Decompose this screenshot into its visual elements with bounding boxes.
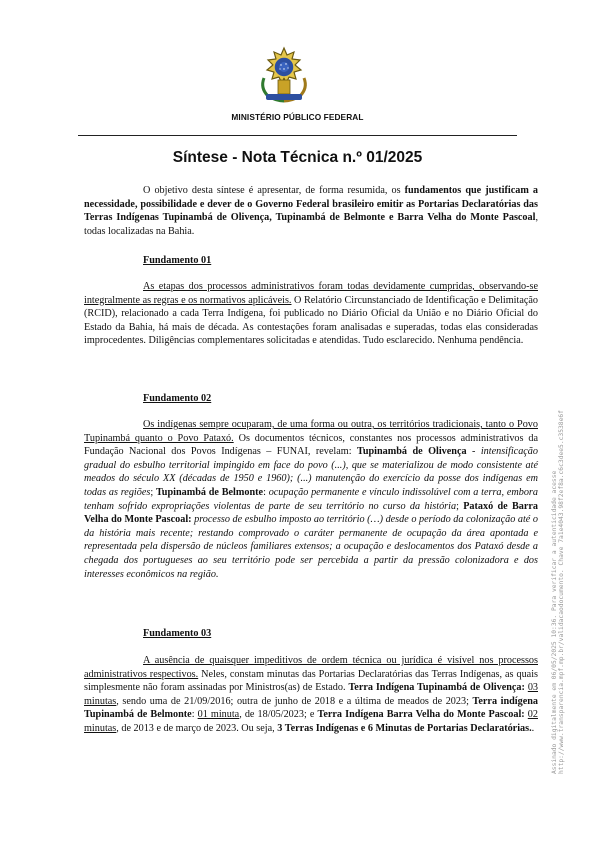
f2-text-2: -: [466, 446, 481, 458]
f3-text-1: Neles, constam minutas das Portarias Declaratórias das Terras Indígenas, as quais simplesmente não foram assinadas por Ministros(as) de Estado.: [84, 668, 538, 694]
signature-text: [551, 410, 565, 774]
f2-bold-olivenca: Tupinambá de Olivença: [356, 446, 467, 458]
signature-line-2: http://www.transparencia.mpf.mp.br/validacaodocumento. Chave 7a1e4043.98f2ef8a.c6c3dee5.c3538e6f: [558, 410, 566, 774]
f3-text-7: , de 2013 e de março de 2023. Ou seja,: [116, 722, 278, 734]
f3-minuta-belmonte: 01 minuta: [197, 709, 240, 721]
f2-bold-belmonte: Tupinambá de Belmonte: [155, 486, 264, 498]
f1-text: O Relatório Circunstanciado de Identificação e Delimitação (RCID), relacionado a cada Terra Indígena, foi publicado no Diário Oficial da União e no Diário Oficial do Estado da Bahia, há mais de década. As contestações foram analisadas e superadas, todas elas consideradas improcedentes. Diligências complementares solicitadas e atendidas. Tudo esclarecido. Nenhuma pendência.: [84, 294, 538, 347]
f2-text-1: Os documentos técnicos, constantes nos processos administrativos da Fundação Nacional dos Povos Indígenas – FUNAI, revelam:: [84, 432, 538, 458]
signature-line-1: Assinado digitalmente em 06/05/2025 10:36. Para verificar a autenticidade acesse: [551, 470, 558, 774]
f2-text-4: :: [263, 486, 269, 498]
fundamento-03-heading: Fundamento 03: [143, 628, 212, 639]
f3-underlined: A ausência de quaisquer impeditivos de ordem técnica ou jurídica é visível nos processos administrativos respectivos.: [84, 655, 538, 680]
f3-bold-olivenca: Terra Indígena Tupinambá de Olivença:: [348, 682, 525, 694]
f3-text-5: , de 18/05/2023; e: [239, 709, 318, 721]
fundamento-01-heading: Fundamento 01: [143, 255, 212, 266]
f2-text-5: ;: [456, 500, 464, 512]
fundamento-03-paragraph: [84, 654, 538, 736]
f2-italic-3: processo de esbulho imposto ao território (…) desde o período da colonização até o da história mais recente; restando comprovado o caráter permanente de ocupação da área apontada e representada pela dispersão de núcleos familiares extensos; a ocupação e deslocamentos dos Pataxó desde a chegada dos portugueses ao seu território pode ser percebida a partir da pressão colonizadora e dos interesses econômicos na região.: [84, 514, 538, 580]
intro-text-2: , todas localizadas na Bahia.: [84, 212, 538, 237]
f3-bold-summary: 3 Terras Indígenas e 6 Minutas de Portarias Declaratórias.: [277, 722, 532, 734]
f2-underlined: Os indígenas sempre ocuparam, de uma forma ou outra, os territórios tradicionais, tanto o Povo Tupinambá quanto o Povo Pataxó.: [84, 419, 538, 444]
f2-text-3: ;: [150, 486, 156, 498]
brazil-coat-of-arms-icon: [256, 46, 312, 106]
f3-text-8: .: [531, 722, 535, 734]
fundamento-02-heading: Fundamento 02: [143, 393, 212, 404]
page-title: Síntese - Nota Técnica n.º 01/2025: [172, 149, 423, 166]
f3-minutas-pataxo: 02 minutas: [84, 709, 538, 734]
f3-text-4: :: [191, 709, 198, 721]
f3-text-3: , sendo uma de 21/09/2016; outra de junho de 2018 e a última de meados de 2023;: [116, 695, 473, 707]
f2-bold-pataxo: Pataxó de Barra Velha do Monte Pascoal:: [84, 500, 538, 526]
intro-paragraph: [84, 184, 538, 238]
f2-italic-2: ocupação permanente e vínculo indissolúvel com a terra, embora tenham sofrido expropriações violentas de parte de seu território no curso da história: [84, 486, 538, 512]
f3-bold-pataxo: Terra Indígena Barra Velha do Monte Pascoal:: [317, 709, 525, 721]
f1-underlined: As etapas dos processos administrativos foram todas devidamente cumpridas, observando-se integralmente as regras e os normativos aplicáveis.: [84, 281, 538, 306]
fundamento-02-paragraph: [84, 418, 538, 581]
f2-italic-1: intensificação gradual do esbulho territorial impingido em face do povo (...), que se materializou de modo consistente até meados do século XX (décadas de 1950 e 1960); (...) manutenção do exercício da posse dos indígenas em todas as regiões: [84, 446, 538, 498]
header-divider: [78, 135, 517, 136]
intro-bold: fundamentos que justificam a necessidade, possibilidade e dever de o Governo Federal brasileiro emitir as Portarias Declaratórias das Terras Indígenas Tupinambá de Olivença, Tupinambá de Belmonte e Barra Velha do Monte Pascoal: [84, 185, 538, 224]
intro-text-1: O objetivo desta síntese é apresentar, de forma resumida, os: [143, 185, 405, 196]
digital-signature-sidebar: [551, 214, 566, 774]
fundamento-01-paragraph: [84, 280, 538, 348]
organization-header: MINISTÉRIO PÚBLICO FEDERAL: [231, 112, 364, 122]
f3-minutas-olivenca: 03 minutas: [84, 682, 538, 707]
f3-bold-belmonte: Terra indígena Tupinambá de Belmonte: [84, 695, 538, 721]
